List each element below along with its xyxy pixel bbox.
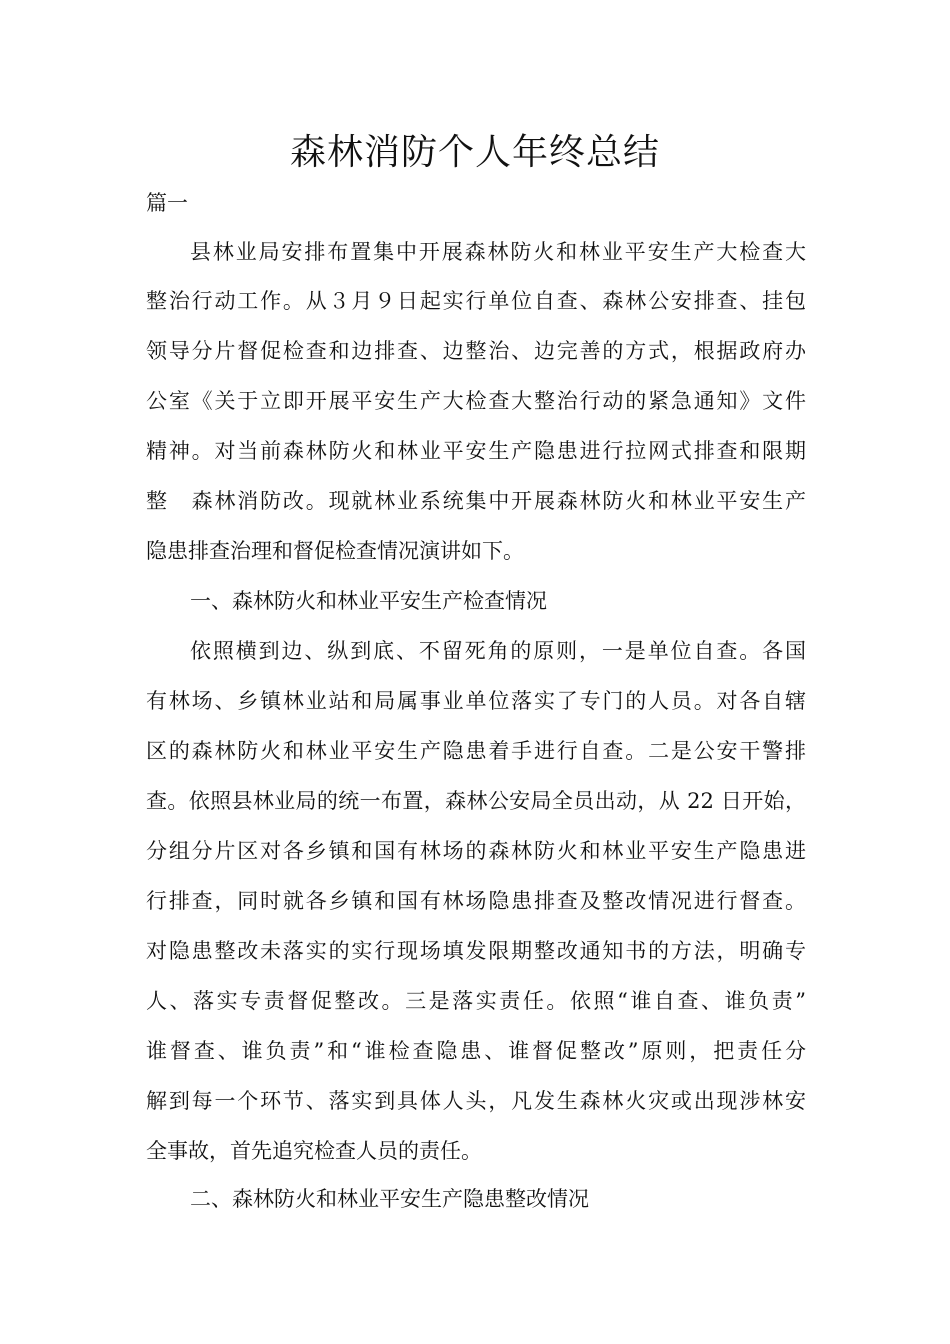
paragraph-line: 谁督查、谁负责”和“谁检查隐患、谁督促整改”原则，把责任分 (146, 1039, 806, 1063)
paragraph-line: 整 森林消防改。现就林业系统集中开展森林防火和林业平安生产 (146, 489, 806, 513)
section-label: 篇一 (146, 191, 188, 215)
paragraph-line: 精神。对当前森林防火和林业平安生产隐患进行拉网式排查和限期 (146, 439, 806, 463)
section-heading: 一、森林防火和林业平安生产检查情况 (190, 589, 547, 613)
paragraph-line: 隐患排查治理和督促检查情况演讲如下。 (146, 539, 524, 563)
paragraph-line: 全事故，首先追究检查人员的责任。 (146, 1139, 482, 1163)
paragraph-line: 区的森林防火和林业平安生产隐患着手进行自查。二是公安干警排 (146, 739, 806, 763)
paragraph-line: 对隐患整改未落实的实行现场填发限期整改通知书的方法，明确专 (146, 939, 806, 963)
paragraph-line: 县林业局安排布置集中开展森林防火和林业平安生产大检查大 (190, 240, 806, 264)
paragraph-line: 整治行动工作。从３月９日起实行单位自查、森林公安排查、挂包 (146, 289, 806, 313)
paragraph-line: 有林场、乡镇林业站和局属事业单位落实了专门的人员。对各自辖 (146, 689, 806, 713)
paragraph-line: 公室《关于立即开展平安生产大检查大整治行动的紧急通知》文件 (146, 389, 806, 413)
paragraph-line: 领导分片督促检查和边排查、边整治、边完善的方式，根据政府办 (146, 339, 806, 363)
paragraph-line: 人、落实专责督促整改。三是落实责任。依照“谁自查、谁负责” (146, 989, 806, 1013)
section-heading: 二、森林防火和林业平安生产隐患整改情况 (190, 1187, 589, 1211)
paragraph-line: 分组分片区对各乡镇和国有林场的森林防火和林业平安生产隐患进 (146, 839, 806, 863)
paragraph-line: 查。依照县林业局的统一布置，森林公安局全员出动，从 22 日开始， (146, 789, 806, 813)
document-title: 森林消防个人年终总结 (289, 132, 660, 173)
paragraph-line: 解到每一个环节、落实到具体人头，凡发生森林火灾或出现涉林安 (146, 1089, 806, 1113)
paragraph-line: 行排查，同时就各乡镇和国有林场隐患排查及整改情况进行督查。 (146, 889, 806, 913)
paragraph-line: 依照横到边、纵到底、不留死角的原则，一是单位自查。各国 (190, 639, 806, 663)
